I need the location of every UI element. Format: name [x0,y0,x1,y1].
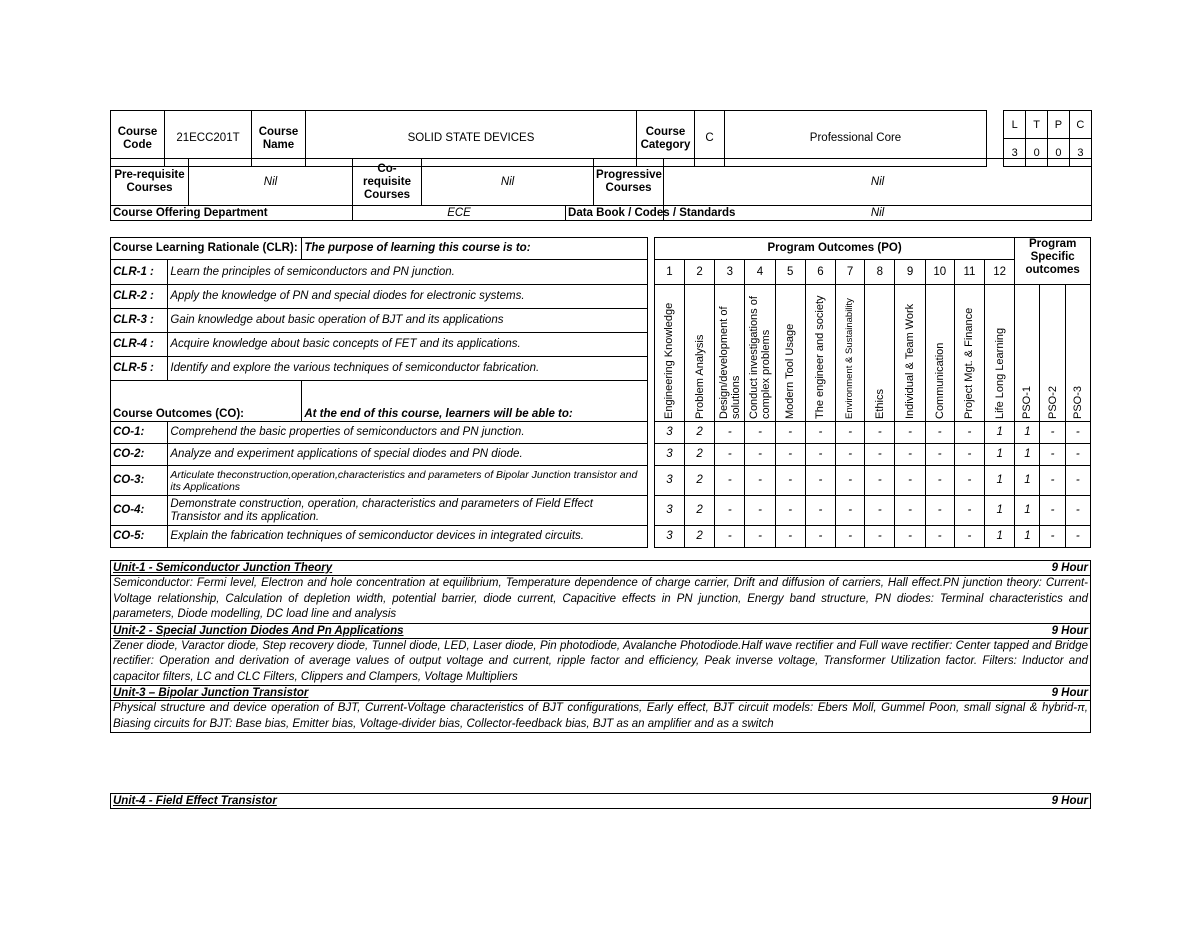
co-value: - [836,466,865,496]
ltpc-value: 0 [1048,139,1070,167]
co-value: 1 [985,496,1015,526]
co-value: - [745,496,775,526]
co-value: - [745,444,775,466]
po-number: 8 [865,260,895,285]
co-row [111,466,1091,496]
co-value: - [745,526,775,548]
spacer [647,444,654,466]
clr-text: Apply the knowledge of PN and special diodes for electronic systems. [168,285,647,309]
co-value: - [745,466,775,496]
co-value: - [715,444,745,466]
co-value: - [715,466,745,496]
databook-value: Nil [664,206,1092,221]
co-value: - [925,526,954,548]
po-number: 7 [836,260,865,285]
clr-heading: Course Learning Rationale (CLR): [111,238,302,260]
clr-code: CLR-5 : [111,356,168,380]
co-text: Explain the fabrication techniques of semiconductor devices in integrated circuits. [168,526,647,548]
prerequisite-table [110,158,1092,221]
co-value: - [805,496,835,526]
co-value: 3 [654,422,684,444]
clr-code: CLR-2 : [111,285,168,309]
co-value: - [895,466,925,496]
co-value: - [775,496,805,526]
unit-title-text: Unit-1 - Semiconductor Junction Theory [113,562,333,574]
co-code: CO-5: [111,526,168,548]
pso-label-text: PSO-3 [1071,385,1084,419]
co-value: - [895,422,925,444]
co-value: - [1040,422,1065,444]
co-heading-desc: At the end of this course, learners will be able to: [302,380,647,421]
co-value: - [836,496,865,526]
co-value: - [1040,444,1065,466]
co-value: - [1065,444,1090,466]
co-value: - [805,526,835,548]
po-number: 12 [985,260,1015,285]
co-value: - [745,422,775,444]
po-number: 4 [745,260,775,285]
co-value: - [1040,466,1065,496]
co-value: 3 [654,444,684,466]
category-name: Professional Core [725,111,987,167]
ltpc-value: 3 [1011,146,1018,159]
co-code: CO-1: [111,422,168,444]
clr-text: Identify and explore the various techniques of semiconductor fabrication. [168,356,647,380]
co-code: CO-4: [111,496,168,526]
pso-label-text: PSO-2 [1046,385,1059,419]
po-label [775,285,805,422]
po-label-text: Engineering Knowledge [663,302,676,419]
co-value: 1 [985,444,1015,466]
spacer [647,285,654,422]
course-code-label: Course Code [111,111,165,167]
unit-hours: 9 Hour [1051,795,1088,807]
unit-title [111,624,1090,639]
co-value: 1 [985,422,1015,444]
co-value: - [715,422,745,444]
co-value: 3 [654,526,684,548]
co-value: - [1040,526,1065,548]
co-value: - [925,444,954,466]
course-code: 21ECC201T [165,111,252,167]
unit-body: Physical structure and device operation of BJT, Current-Voltage characteristics of BJT configurations, Early effect, BJT circuit models: Ebers Moll, Gummel Poon, small signal & hybrid-π, Biasing circuits for BJT: Base bias, Emitter bias, Voltage-divider bias, Collector-feedback bias, BJT as an amplifier and as a switch [113,702,1088,730]
po-label-text: Life Long Learning [993,327,1006,419]
co-value: - [954,422,984,444]
po-label-text: Problem Analysis [693,334,706,419]
spacer [647,526,654,548]
po-number: 2 [685,260,715,285]
po-label [685,285,715,422]
clr-code: CLR-4 : [111,332,168,356]
course-category-label: Course Category [637,111,695,167]
prereq-label: Pre-requisite Courses [111,159,189,206]
spacer [647,466,654,496]
pso-label [1015,285,1040,422]
po-label [805,285,835,422]
co-value: - [865,496,895,526]
po-label [865,285,895,422]
co-value: 1 [1015,496,1040,526]
co-value: - [836,444,865,466]
co-value: - [1065,526,1090,548]
unit-title [111,686,1090,701]
co-value: 2 [685,422,715,444]
po-label [654,285,684,422]
ltpc-label: P [1048,111,1070,139]
co-value: - [895,496,925,526]
unit-hours: 9 Hour [1051,562,1088,574]
co-value: - [805,422,835,444]
co-value: - [954,526,984,548]
co-value: - [836,526,865,548]
coreq-label: Co-requisite Courses [353,159,422,206]
unit-title [111,561,1090,576]
spacer [647,496,654,526]
unit-hours: 9 Hour [1051,687,1088,699]
unit-body: Zener diode, Varactor diode, Step recovery diode, Tunnel diode, LED, Laser diode, Pin photodiode, Avalanche Photodiode.Half wave rectifier and Full wave rectifier: Center tapped and Bridge rectifier: Operation and derivation of average values of output voltage and current, ripple factor and efficiency, Peak inverse voltage, Transformer Utilization factor. Filters: Inductor and capacitor filters, LC and CLC Filters, Clippers and Clampers, Voltage Multipliers [111,639,1090,687]
co-value: - [805,444,835,466]
co-code: CO-3: [111,466,168,496]
co-value: - [1040,496,1065,526]
po-label [895,285,925,422]
po-label-text: Modern Tool Usage [784,323,797,419]
pso-label-text: PSO-1 [1021,385,1034,419]
co-value: 2 [685,526,715,548]
co-value: 3 [654,496,684,526]
po-number: 5 [775,260,805,285]
clr-heading-desc: The purpose of learning this course is to: [302,238,647,260]
spacer [647,422,654,444]
clr-code: CLR-3 : [111,308,168,332]
co-row [111,526,1091,548]
co-value: - [775,444,805,466]
databook-label: Data Book / Codes / Standards [566,206,664,221]
course-category: C [695,111,725,167]
co-value: - [925,422,954,444]
co-value: - [805,466,835,496]
co-row [111,496,1091,526]
po-number: 6 [805,260,835,285]
spacer [647,238,654,285]
po-label-text: Ethics [873,389,886,419]
co-row [111,422,1091,444]
co-value: - [836,422,865,444]
po-label-text: Design/development of solutions [717,306,742,419]
pso-label [1040,285,1065,422]
clr-text: Acquire knowledge about basic concepts of FET and its applications. [168,332,647,356]
co-value: - [925,466,954,496]
co-text: Analyze and experiment applications of special diodes and PN diode. [168,444,647,466]
po-number: 9 [895,260,925,285]
co-value: 2 [685,444,715,466]
po-label [836,285,865,422]
po-number: 1 [654,260,684,285]
ltpc-label: T [1026,111,1048,139]
unit-title [111,794,1090,808]
co-value: - [895,526,925,548]
coreq-value: Nil [422,159,594,206]
outcomes-table [110,237,1091,548]
unit-hours: 9 Hour [1051,624,1088,637]
co-value: - [954,444,984,466]
co-value: - [925,496,954,526]
unit-title-text: Unit-2 - Special Junction Diodes And Pn Applications [113,624,404,637]
po-label-text: Individual & Team Work [904,303,917,419]
co-text: Articulate theconstruction,operation,characteristics and parameters of Bipolar Junction transistor and its Applications [168,466,647,496]
co-text: Comprehend the basic properties of semiconductors and PN junction. [168,422,647,444]
pso-heading: Program Specific outcomes [1015,238,1091,285]
co-value: - [1065,496,1090,526]
clr-text: Gain knowledge about basic operation of BJT and its applications [168,308,647,332]
co-value: - [865,466,895,496]
co-value: - [1065,422,1090,444]
co-heading: Course Outcomes (CO): [111,380,302,421]
co-text: Demonstrate construction, operation, characteristics and parameters of Field Effect Transistor and its application. [168,496,647,526]
units-section [110,560,1091,733]
co-value: 1 [985,466,1015,496]
co-value: 3 [654,466,684,496]
po-label [745,285,775,422]
co-value: - [865,422,895,444]
co-value: 1 [1015,422,1040,444]
co-row [111,444,1091,466]
co-code: CO-2: [111,444,168,466]
clr-text: Learn the principles of semiconductors and PN junction. [168,260,647,285]
ltpc-label: C [1069,111,1091,139]
po-label-text: Environment & Sustainability [844,298,856,419]
co-value: - [865,444,895,466]
po-number: 3 [715,260,745,285]
po-heading: Program Outcomes (PO) [654,238,1015,260]
po-label [954,285,984,422]
po-label [985,285,1015,422]
co-value: 2 [685,466,715,496]
unit-title-text: Unit-4 - Field Effect Transistor [113,795,277,807]
po-label-text: Conduct investigations of complex problems [748,296,772,419]
unit-title-text: Unit-3 – Bipolar Junction Transistor [113,687,309,699]
progressive-value: Nil [664,159,1092,206]
prereq-value: Nil [189,159,353,206]
po-label [715,285,745,422]
po-label-text: The engineer and society [814,295,827,419]
co-value: - [775,526,805,548]
co-value: - [1065,466,1090,496]
po-number: 11 [954,260,984,285]
pso-label [1065,285,1090,422]
co-value: - [775,466,805,496]
co-value: - [715,496,745,526]
co-value: - [715,526,745,548]
clr-code: CLR-1 : [111,260,168,285]
ltpc-value: 3 [1069,139,1091,167]
unit-4-header [110,793,1091,809]
co-value: 1 [1015,526,1040,548]
course-name: SOLID STATE DEVICES [306,111,637,167]
ltpc-label: L [1004,111,1026,139]
ltpc-value: 0 [1026,139,1048,167]
co-value: - [775,422,805,444]
co-value: 1 [985,526,1015,548]
dept-value: ECE [353,206,566,221]
co-value: 1 [1015,466,1040,496]
co-value: - [954,466,984,496]
co-value: 2 [685,496,715,526]
po-label [925,285,954,422]
unit-body: Semiconductor: Fermi level, Electron and hole concentration at equilibrium, Temperature dependence of charge carrier, Drift and diffusion of carriers, Hall effect.PN junction theory: Current-Voltage relationship, Calculation of depletion width, potential barrier, diode current, Capacitive effects in PN junction, Energy band structure, PN diodes: Terminal characteristics and parameters, Diode modelling, DC load line and analysis [111,576,1090,624]
dept-label: Course Offering Department [111,206,353,221]
co-value: - [865,526,895,548]
co-value: - [895,444,925,466]
po-number: 10 [925,260,954,285]
po-label-text: Communication [933,342,946,419]
po-label-text: Project Mgt. & Finance [963,307,976,419]
course-name-label: Course Name [252,111,306,167]
co-value: - [954,496,984,526]
progressive-label: Progressive Courses [594,159,664,206]
co-value: 1 [1015,444,1040,466]
